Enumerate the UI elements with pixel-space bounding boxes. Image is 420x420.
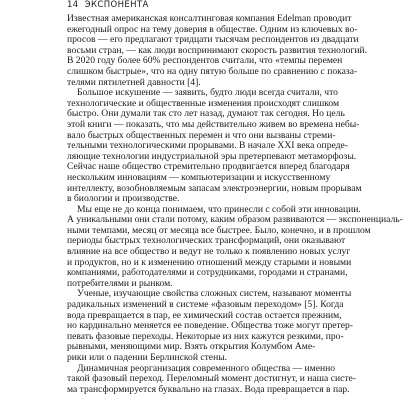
text-line: А уникальными они стали потому, каким образом развиваются — экспоненциаль- xyxy=(67,214,403,226)
text-line: вода превращается в пар, ее химический состав остается прежним, xyxy=(67,309,342,321)
text-line: ма трансформируется буквально на глазах. Вода превращается в пар. xyxy=(67,383,350,395)
page-number: 14 xyxy=(67,0,79,10)
text-line: этой книги — показать, что мы действительно живем во времена небы- xyxy=(67,118,360,130)
text-line: вало быстрых общественных перемен и что они вызваны стреми- xyxy=(67,129,336,141)
body-text xyxy=(67,13,403,395)
text-line: интеллекту, возобновляемым запасам электроэнергии, новым прорывам xyxy=(67,182,362,194)
text-line: Сейчас наше общество стремительно продвигается вперед благодаря xyxy=(67,161,350,173)
text-line: просов — его предлагают тридцати тысячам респондентов из двадцати xyxy=(67,34,359,46)
text-line: ежегодный опрос на тему доверия в обществе. Одним из ключевых во- xyxy=(67,23,358,35)
text-line: телями пятилетней давности [4]. xyxy=(67,76,201,88)
text-line: восьми стран, — как люди воспринимают скорость развития технологий. xyxy=(67,44,368,56)
text-line: радикальных изменений в системе «фазовым переходом» [5]. Когда xyxy=(67,299,344,311)
text-line: компаниями, работодателями и сотрудниками, городами и странами, xyxy=(67,267,348,279)
text-line: влияние на все общество и ведут не только к появлению новых услуг xyxy=(67,246,351,258)
text-line: нескольким инновациям — компьютеризации и искусственному xyxy=(67,171,331,183)
text-line: в биологии и производстве. xyxy=(67,193,180,205)
text-line: рики или о падении Берлинской стены. xyxy=(67,352,228,363)
text-line: но кардинально меняется ее поведение. Общества тоже могут претер- xyxy=(67,320,353,332)
text-line: периоды быстрых технологических трансформаций, они оказывают xyxy=(67,235,346,247)
section-title: ЭКСПОНЕНТА xyxy=(84,0,149,10)
paragraph-first-line: Мы еще не до конца понимаем, что принесли с собой эти инновации. xyxy=(77,203,361,215)
text-line: такой фазовый переход. Переломный момент достигнут, и наша систе- xyxy=(67,373,357,385)
text-line: рывными, меняющими мир. Взять открытия Колумбом Аме- xyxy=(67,341,316,353)
running-head xyxy=(67,0,149,10)
text-line: Известная американская консалтинговая компания Edelman проводит xyxy=(67,13,352,24)
paragraph-first-line: Динамичная реорганизация современного общества — именно xyxy=(77,362,336,374)
text-line: ными темпами, месяц от месяца все быстрее. Было, конечно, и в прошлом xyxy=(67,224,371,236)
text-line: ляющие технологии индустриальной эры претерпевают метаморфозы. xyxy=(67,150,357,162)
text-line: быстро. Они думали так сто лет назад, думают так сегодня. Но цель xyxy=(67,108,345,120)
text-line: певать фазовые переходы. Некоторые из них кажутся резкими, про- xyxy=(67,330,344,342)
paragraph-first-line: Большое искушение — заявить, будто люди всегда считали, что xyxy=(77,87,338,99)
text-line: технологические и общественные изменения происходят слишком xyxy=(67,97,340,109)
text-line: и продуктов, но и к изменению отношений между старыми и новыми xyxy=(67,256,352,268)
text-line: В 2020 году более 60% респондентов считали, что «темпы перемен xyxy=(67,55,343,67)
paragraph-first-line: Ученые, изучающие свойства сложных систем, называют моменты xyxy=(77,288,352,300)
text-line: слишком быстрые», что на одну пятую больше по сравнению с показа- xyxy=(67,65,358,77)
text-line: тельными технологическими прорывами. В начале XXI века опреде- xyxy=(67,140,348,152)
text-line: потребителями и рынком. xyxy=(67,277,173,289)
